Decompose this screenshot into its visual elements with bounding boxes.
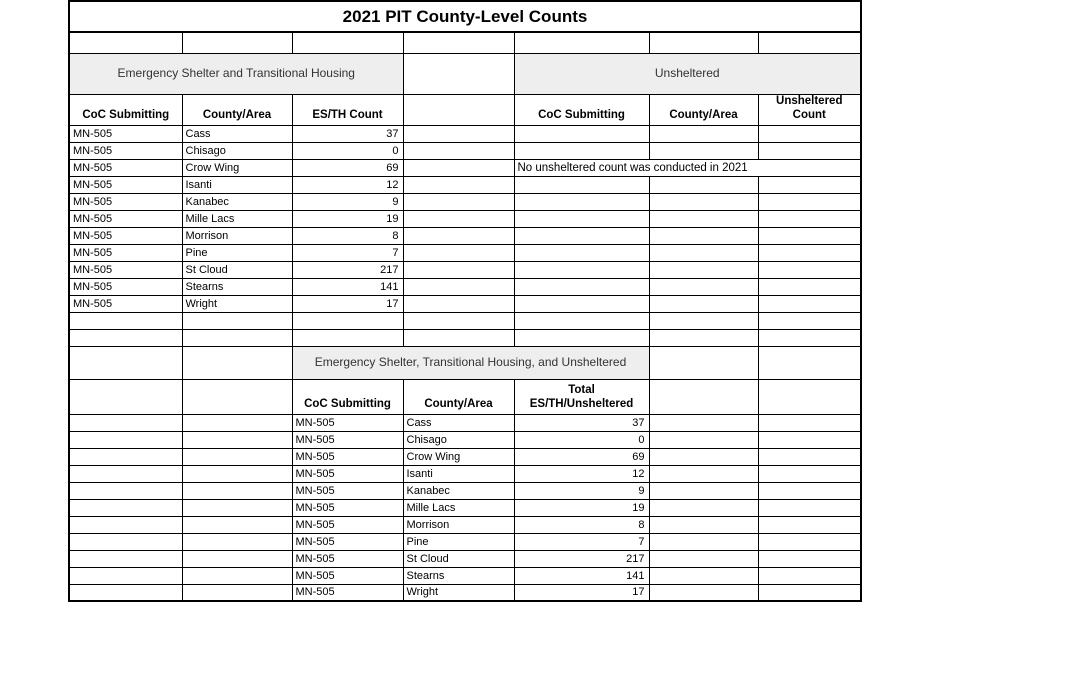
coc-cell: MN-505 — [292, 567, 403, 584]
county-cell: Stearns — [182, 278, 292, 295]
empty-cell — [649, 125, 758, 142]
table-row — [69, 125, 861, 142]
county-cell: Wright — [182, 295, 292, 312]
empty-cell — [403, 227, 514, 244]
empty-cell — [649, 379, 758, 414]
unsheltered-count-header-line2: Count — [792, 108, 826, 121]
empty-cell — [514, 261, 649, 278]
empty-cell — [69, 584, 182, 601]
empty-cell — [69, 329, 182, 346]
count-cell: 217 — [514, 550, 649, 567]
empty-cell — [403, 329, 514, 346]
coc-cell: MN-505 — [292, 482, 403, 499]
county-cell: Kanabec — [403, 482, 514, 499]
empty-cell — [514, 244, 649, 261]
empty-cell — [514, 32, 649, 53]
count-cell: 17 — [292, 295, 403, 312]
county-cell: Isanti — [403, 465, 514, 482]
count-cell: 12 — [514, 465, 649, 482]
empty-cell — [649, 278, 758, 295]
unsheltered-band-header: Unsheltered — [514, 53, 861, 94]
count-cell: 69 — [514, 448, 649, 465]
empty-cell — [182, 482, 292, 499]
table-row — [69, 142, 861, 159]
county-cell: Isanti — [182, 176, 292, 193]
empty-cell — [758, 142, 861, 159]
empty-cell — [758, 584, 861, 601]
empty-cell — [758, 210, 861, 227]
combined-total-header-line2: ES/TH/Unsheltered — [529, 397, 634, 410]
empty-cell — [514, 142, 649, 159]
empty-cell — [758, 295, 861, 312]
table-row — [69, 533, 861, 550]
empty-cell — [403, 210, 514, 227]
empty-cell — [649, 312, 758, 329]
coc-cell: MN-505 — [292, 465, 403, 482]
count-cell: 7 — [292, 244, 403, 261]
page-title: 2021 PIT County-Level Counts — [69, 1, 861, 32]
count-cell: 9 — [514, 482, 649, 499]
county-cell: Morrison — [403, 516, 514, 533]
empty-cell — [182, 32, 292, 53]
table-row — [69, 159, 861, 176]
coc-cell: MN-505 — [69, 125, 182, 142]
table-row — [69, 465, 861, 482]
empty-cell — [69, 482, 182, 499]
spacer-row — [69, 32, 861, 53]
empty-cell — [758, 414, 861, 431]
empty-cell — [758, 465, 861, 482]
count-cell: 17 — [514, 584, 649, 601]
empty-cell — [182, 550, 292, 567]
empty-cell — [69, 414, 182, 431]
spacer-row — [69, 329, 861, 346]
empty-cell — [514, 125, 649, 142]
empty-cell — [649, 516, 758, 533]
empty-cell — [182, 533, 292, 550]
empty-cell — [758, 227, 861, 244]
empty-cell — [403, 261, 514, 278]
empty-cell — [69, 448, 182, 465]
county-cell: St Cloud — [403, 550, 514, 567]
empty-cell — [758, 379, 861, 414]
table-row — [69, 482, 861, 499]
empty-cell — [69, 312, 182, 329]
table-row — [69, 244, 861, 261]
pit-counts-sheet — [68, 0, 862, 602]
spacer-row — [69, 312, 861, 329]
empty-cell — [514, 278, 649, 295]
empty-cell — [758, 499, 861, 516]
es-th-count-header: ES/TH Count — [292, 94, 403, 125]
empty-cell — [182, 567, 292, 584]
coc-cell: MN-505 — [69, 176, 182, 193]
county-cell: Morrison — [182, 227, 292, 244]
empty-cell — [649, 550, 758, 567]
empty-cell — [758, 533, 861, 550]
empty-cell — [514, 193, 649, 210]
table-row — [69, 448, 861, 465]
empty-cell — [182, 346, 292, 379]
coc-cell: MN-505 — [69, 159, 182, 176]
empty-cell — [758, 176, 861, 193]
count-cell: 37 — [292, 125, 403, 142]
count-cell: 0 — [292, 142, 403, 159]
empty-cell — [758, 550, 861, 567]
table-row — [69, 584, 861, 601]
empty-cell — [758, 261, 861, 278]
empty-cell — [649, 227, 758, 244]
es-th-band-header: Emergency Shelter and Transitional Housing — [69, 53, 403, 94]
empty-cell — [182, 329, 292, 346]
empty-cell — [649, 32, 758, 53]
empty-cell — [69, 550, 182, 567]
combined-total-header-line1: Total — [568, 383, 595, 396]
empty-cell — [514, 176, 649, 193]
empty-cell — [182, 312, 292, 329]
title-row — [69, 1, 861, 32]
empty-cell — [182, 465, 292, 482]
es-th-county-header: County/Area — [182, 94, 292, 125]
coc-cell: MN-505 — [69, 295, 182, 312]
table-row — [69, 278, 861, 295]
empty-cell — [649, 584, 758, 601]
coc-cell: MN-505 — [292, 431, 403, 448]
coc-cell: MN-505 — [69, 261, 182, 278]
empty-cell — [403, 159, 514, 176]
empty-cell — [403, 295, 514, 312]
empty-cell — [292, 32, 403, 53]
table-row — [69, 516, 861, 533]
empty-cell — [403, 53, 514, 94]
empty-cell — [182, 516, 292, 533]
empty-cell — [758, 125, 861, 142]
empty-cell — [649, 142, 758, 159]
empty-cell — [292, 312, 403, 329]
empty-cell — [69, 32, 182, 53]
table-row — [69, 567, 861, 584]
empty-cell — [649, 533, 758, 550]
empty-cell — [758, 448, 861, 465]
combined-band-row — [69, 346, 861, 379]
county-cell: Pine — [182, 244, 292, 261]
county-cell: Stearns — [403, 567, 514, 584]
empty-cell — [514, 329, 649, 346]
unsheltered-county-header: County/Area — [649, 94, 758, 125]
empty-cell — [649, 346, 758, 379]
empty-cell — [649, 210, 758, 227]
county-cell: Wright — [403, 584, 514, 601]
empty-cell — [403, 193, 514, 210]
count-cell: 12 — [292, 176, 403, 193]
county-cell: Cass — [182, 125, 292, 142]
empty-cell — [182, 448, 292, 465]
coc-cell: MN-505 — [69, 142, 182, 159]
table-row — [69, 414, 861, 431]
table-row — [69, 227, 861, 244]
empty-cell — [182, 431, 292, 448]
coc-cell: MN-505 — [69, 227, 182, 244]
empty-cell — [403, 142, 514, 159]
empty-cell — [649, 414, 758, 431]
combined-total-header — [514, 379, 649, 414]
coc-cell: MN-505 — [292, 533, 403, 550]
empty-cell — [649, 244, 758, 261]
count-cell: 19 — [514, 499, 649, 516]
empty-cell — [649, 567, 758, 584]
empty-cell — [403, 94, 514, 125]
empty-cell — [758, 32, 861, 53]
table-row — [69, 550, 861, 567]
table-row — [69, 176, 861, 193]
empty-cell — [758, 329, 861, 346]
empty-cell — [69, 379, 182, 414]
empty-cell — [649, 431, 758, 448]
empty-cell — [69, 431, 182, 448]
empty-cell — [758, 312, 861, 329]
empty-cell — [649, 465, 758, 482]
empty-cell — [292, 329, 403, 346]
empty-cell — [182, 499, 292, 516]
empty-cell — [69, 567, 182, 584]
county-cell: Pine — [403, 533, 514, 550]
county-cell: Crow Wing — [182, 159, 292, 176]
empty-cell — [649, 499, 758, 516]
count-cell: 217 — [292, 261, 403, 278]
coc-cell: MN-505 — [69, 278, 182, 295]
table-row — [69, 193, 861, 210]
empty-cell — [514, 295, 649, 312]
county-cell: Chisago — [182, 142, 292, 159]
coc-cell: MN-505 — [292, 584, 403, 601]
table-row — [69, 261, 861, 278]
empty-cell — [649, 193, 758, 210]
empty-cell — [758, 567, 861, 584]
empty-cell — [69, 516, 182, 533]
unsheltered-count-header-line1: Unsheltered — [776, 94, 843, 107]
empty-cell — [182, 414, 292, 431]
coc-cell: MN-505 — [69, 244, 182, 261]
count-cell: 8 — [292, 227, 403, 244]
county-cell: Chisago — [403, 431, 514, 448]
empty-cell — [403, 32, 514, 53]
combined-band-header: Emergency Shelter, Transitional Housing, and Unsheltered — [292, 346, 649, 379]
county-cell: Cass — [403, 414, 514, 431]
empty-cell — [403, 244, 514, 261]
county-cell: Mille Lacs — [182, 210, 292, 227]
table-row — [69, 210, 861, 227]
count-cell: 37 — [514, 414, 649, 431]
coc-cell: MN-505 — [292, 516, 403, 533]
count-cell: 0 — [514, 431, 649, 448]
empty-cell — [649, 261, 758, 278]
empty-cell — [758, 244, 861, 261]
column-header-row — [69, 94, 861, 125]
count-cell: 19 — [292, 210, 403, 227]
empty-cell — [514, 227, 649, 244]
county-cell: Kanabec — [182, 193, 292, 210]
empty-cell — [403, 176, 514, 193]
coc-cell: MN-505 — [69, 210, 182, 227]
empty-cell — [182, 584, 292, 601]
empty-cell — [182, 379, 292, 414]
empty-cell — [758, 516, 861, 533]
count-cell: 69 — [292, 159, 403, 176]
section-band-row — [69, 53, 861, 94]
empty-cell — [758, 278, 861, 295]
empty-cell — [649, 329, 758, 346]
combined-header-row — [69, 379, 861, 414]
count-cell: 8 — [514, 516, 649, 533]
empty-cell — [758, 482, 861, 499]
empty-cell — [69, 533, 182, 550]
table-row — [69, 295, 861, 312]
empty-cell — [649, 482, 758, 499]
empty-cell — [649, 448, 758, 465]
count-cell: 141 — [292, 278, 403, 295]
empty-cell — [649, 295, 758, 312]
coc-cell: MN-505 — [292, 499, 403, 516]
empty-cell — [758, 431, 861, 448]
count-cell: 141 — [514, 567, 649, 584]
empty-cell — [69, 465, 182, 482]
empty-cell — [514, 210, 649, 227]
coc-cell: MN-505 — [69, 193, 182, 210]
table-row — [69, 431, 861, 448]
empty-cell — [758, 193, 861, 210]
empty-cell — [758, 346, 861, 379]
county-cell: Mille Lacs — [403, 499, 514, 516]
county-cell: Crow Wing — [403, 448, 514, 465]
unsheltered-note: No unsheltered count was conducted in 2021 — [514, 159, 861, 176]
coc-cell: MN-505 — [292, 550, 403, 567]
es-th-coc-header: CoC Submitting — [69, 94, 182, 125]
unsheltered-count-header — [758, 94, 861, 125]
empty-cell — [403, 125, 514, 142]
count-cell: 7 — [514, 533, 649, 550]
unsheltered-coc-header: CoC Submitting — [514, 94, 649, 125]
empty-cell — [649, 176, 758, 193]
empty-cell — [514, 312, 649, 329]
county-cell: St Cloud — [182, 261, 292, 278]
coc-cell: MN-505 — [292, 414, 403, 431]
empty-cell — [403, 312, 514, 329]
count-cell: 9 — [292, 193, 403, 210]
combined-county-header: County/Area — [403, 379, 514, 414]
coc-cell: MN-505 — [292, 448, 403, 465]
empty-cell — [69, 499, 182, 516]
empty-cell — [69, 346, 182, 379]
combined-coc-header: CoC Submitting — [292, 379, 403, 414]
empty-cell — [403, 278, 514, 295]
table-row — [69, 499, 861, 516]
